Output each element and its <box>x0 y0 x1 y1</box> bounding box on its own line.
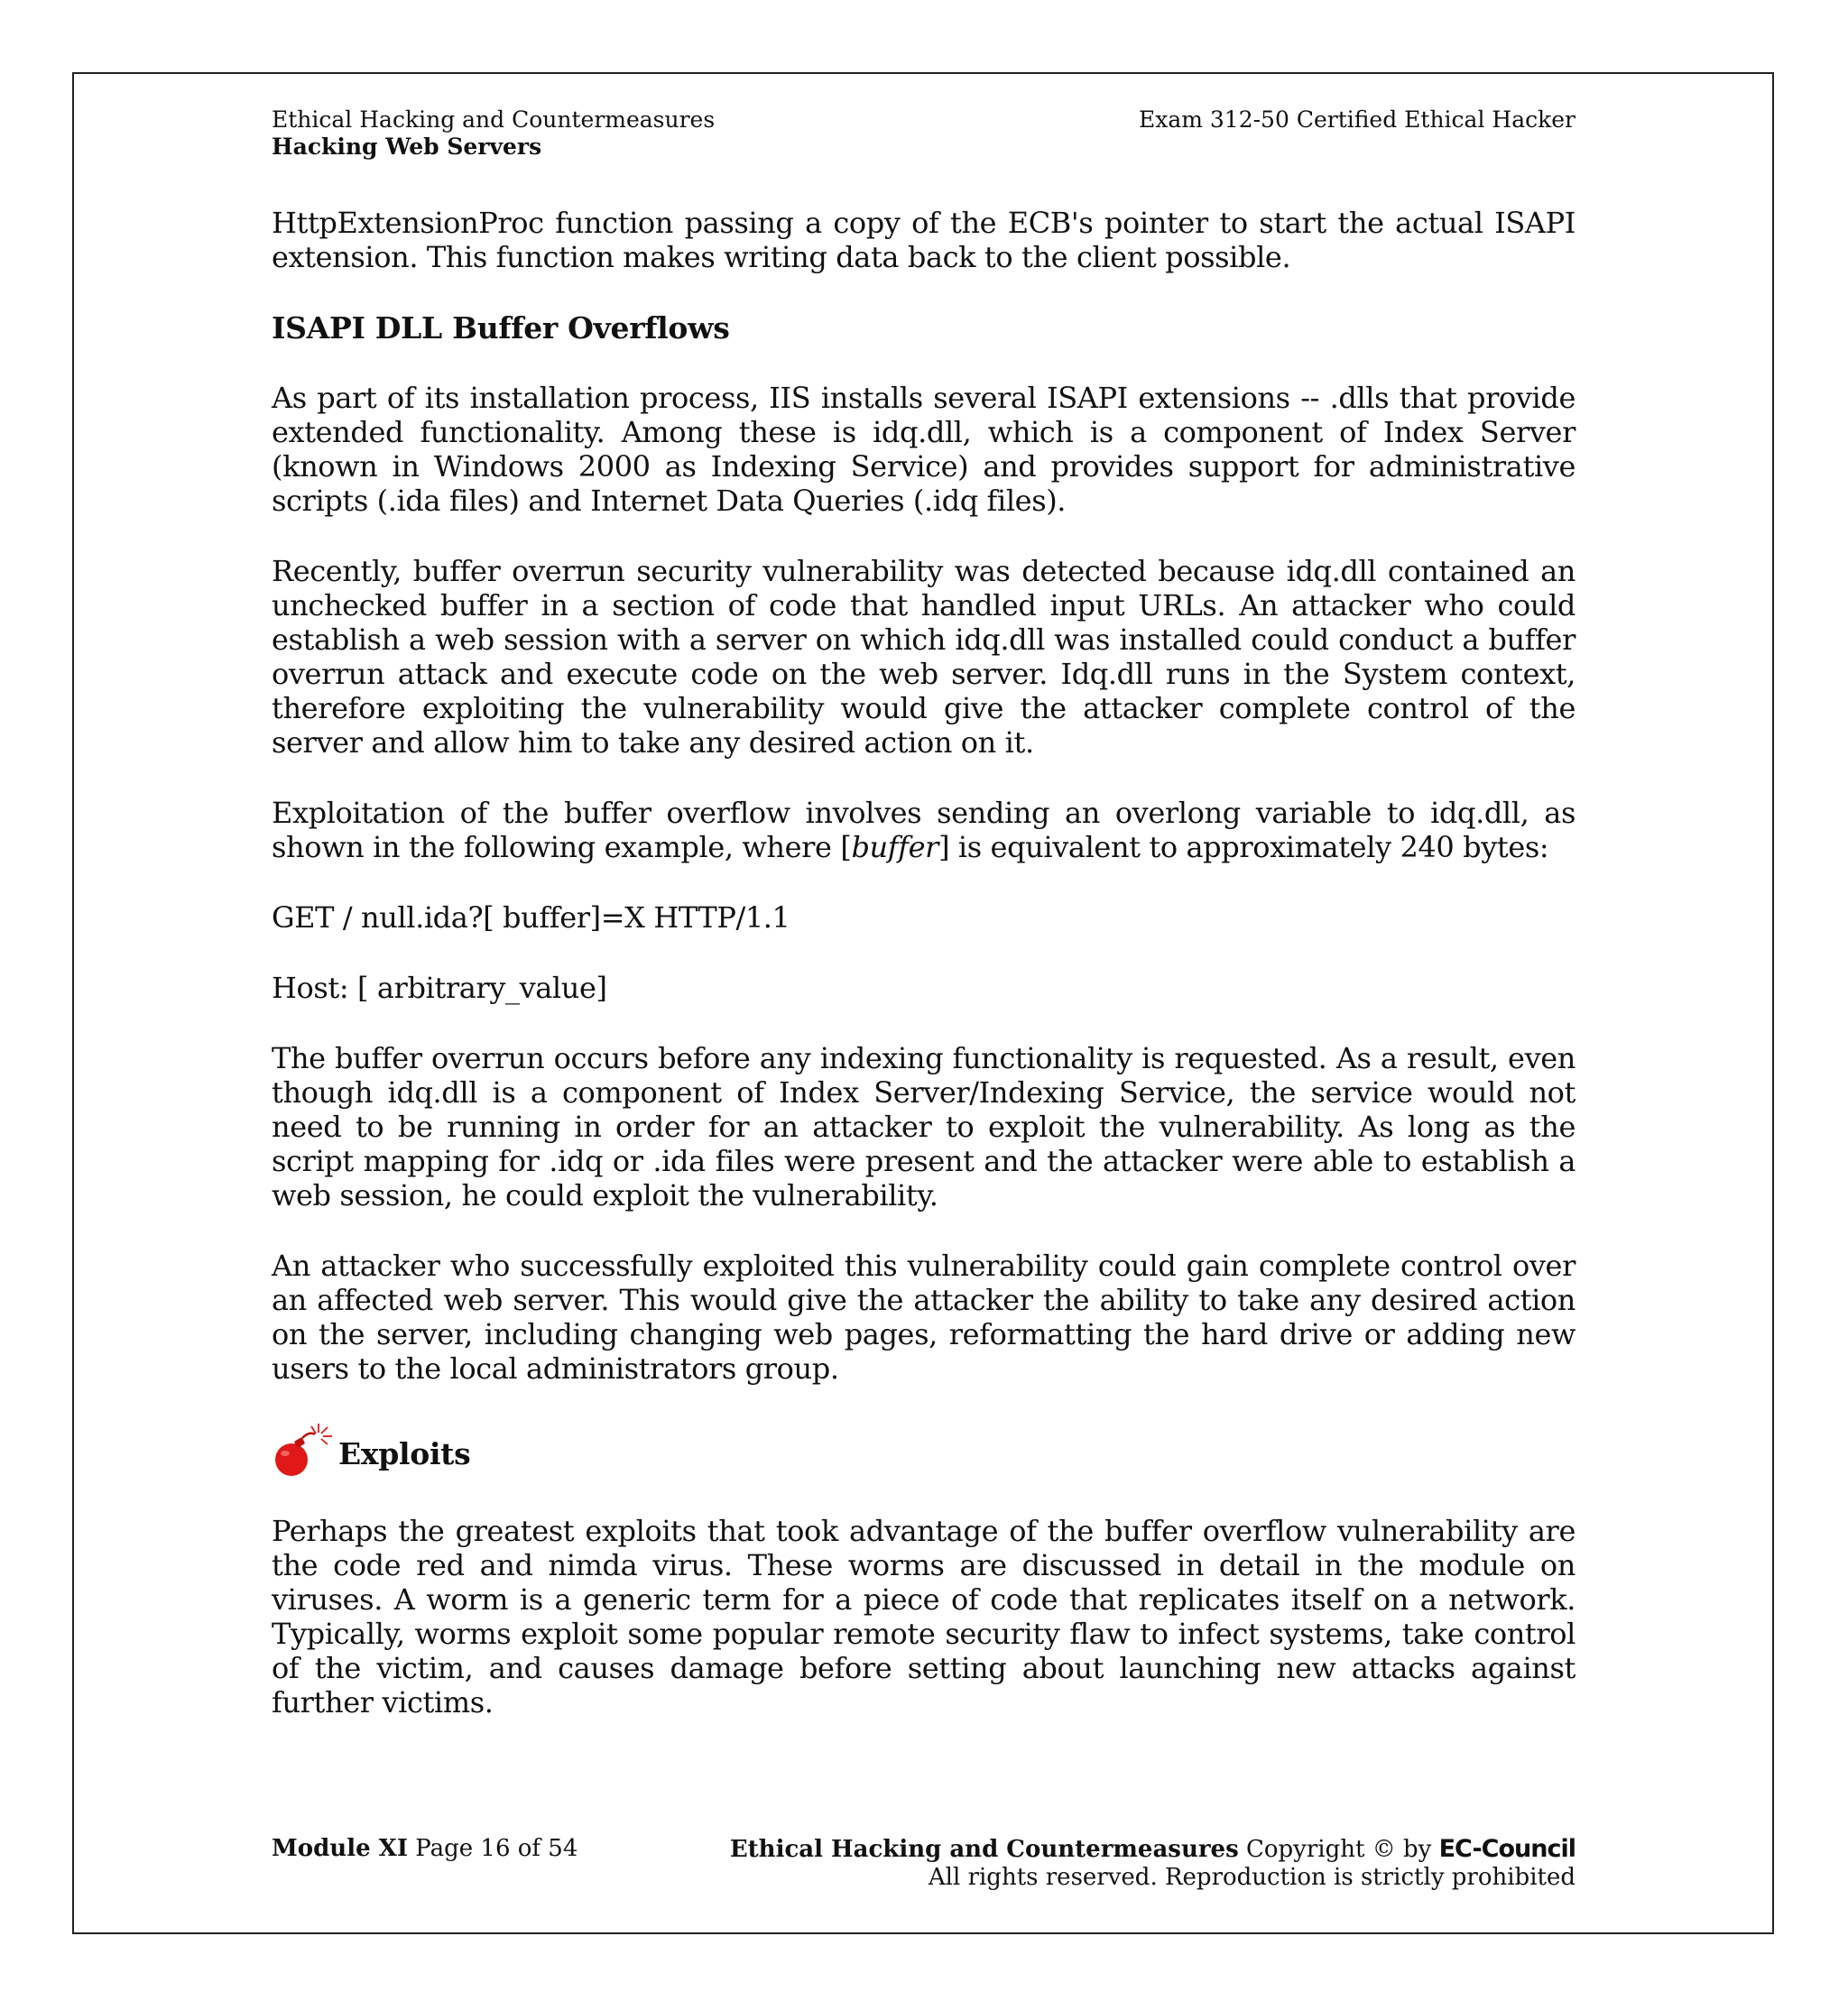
buffer-italic: buffer <box>851 830 939 864</box>
footer-rights: All rights reserved. Reproduction is strictly prohibited <box>928 1864 1575 1891</box>
paragraph-attacker: An attacker who successfully exploited this vulnerability could gain complete control over an affected web server. This would give the attacker the ability to take any desired action on the server, including changing web pages, reformatting the hard drive or adding new users to the local administrators group. <box>272 1249 1575 1386</box>
header-left <box>272 106 715 161</box>
code-host-line: Host: [ arbitrary_value] <box>272 971 607 1005</box>
footer-page-label: Page 16 of 54 <box>415 1835 578 1862</box>
exploits-heading-row <box>272 1422 1575 1478</box>
code-get-line: GET / null.ida?[ buffer]=X HTTP/1.1 <box>272 900 790 935</box>
exam-title: Exam 312-50 Certified Ethical Hacker <box>1138 106 1575 133</box>
paragraph-exploits: Perhaps the greatest exploits that took advantage of the buffer overflow vulnerability are the code red and nimda virus. These worms are discussed in detail in the module on viruses. A worm is a generic term for a piece of code that replicates itself on a network. Typically, worms exploit some popular remote security flaw to infect systems, take control of the victim, and causes damage before setting about launching new attacks against further victims. <box>272 1514 1575 1720</box>
footer-course-title: Ethical Hacking and Countermeasures <box>729 1836 1239 1863</box>
paragraph-install: As part of its installation process, IIS installs several ISAPI extensions -- .dlls that provide extended functionality. Among these is idq.dll, which is a component of Index Server (known in Windows 2000 as Indexing Service) and provides support for administrative scripts (.ida files) and Internet Data Queries (.idq files). <box>272 381 1575 518</box>
intro-paragraph: HttpExtensionProc function passing a copy of the ECB's pointer to start the actual ISAPI extension. This function makes writing data back to the client possible. <box>272 206 1575 274</box>
paragraph-overrun: The buffer overrun occurs before any indexing functionality is requested. As a result, even though idq.dll is a component of Index Server/Indexing Service, the service would not need to be running in order for an attacker to exploit the vulnerability. As long as the script mapping for .idq or .ida files were present and the attacker were able to establish a web session, he could exploit the vulnerability. <box>272 1041 1575 1212</box>
module-title: Hacking Web Servers <box>272 134 542 160</box>
paragraph-recently: Recently, buffer overrun security vulnerability was detected because idq.dll contained an unchecked buffer in a section of code that handled input URLs. An attacker who could establish a web session with a server on which idq.dll was installed could conduct a buffer overrun attack and execute code on the web server. Idq.dll runs in the System context, therefore exploiting the vulnerability would give the attacker complete control of the server and allow him to take any desired action on it. <box>272 554 1575 760</box>
footer-module-label: Module XI <box>272 1835 409 1862</box>
exploitation-text-after: ] is equivalent to approximately 240 bytes: <box>938 830 1549 864</box>
footer-copyright-line <box>730 1835 1575 1864</box>
footer-left <box>272 1835 578 1863</box>
section-heading-isapi: ISAPI DLL Buffer Overflows <box>272 310 730 346</box>
page-content <box>272 106 1575 1756</box>
bomb-icon <box>272 1422 337 1478</box>
footer-copyright-text: Copyright © by <box>1245 1836 1432 1863</box>
page-header <box>272 106 1575 166</box>
body-text <box>272 206 1575 1720</box>
paragraph-exploitation <box>272 796 1575 864</box>
footer-right <box>730 1835 1575 1892</box>
course-title: Ethical Hacking and Countermeasures <box>272 106 716 133</box>
section-heading-exploits: Exploits <box>338 1436 471 1471</box>
exploitation-text-before: Exploitation of the buffer overflow involves sending an overlong variable to idq.dll, as shown in the following example, where [ <box>272 796 1575 864</box>
footer-brand: EC-Council <box>1438 1835 1575 1863</box>
page-footer <box>272 1835 1575 1898</box>
